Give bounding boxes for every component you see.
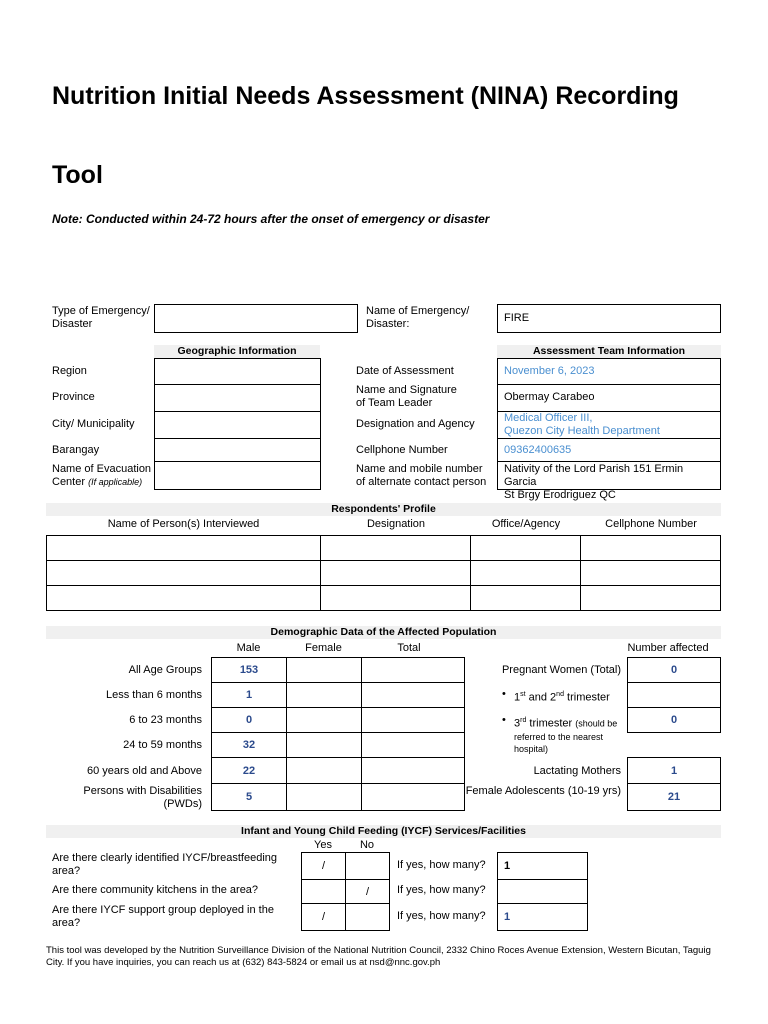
third-trimester-value[interactable]: 0 (627, 707, 721, 733)
row-label-24-59m: 24 to 59 months (123, 739, 202, 751)
evacuation-center-label: Name of Evacuation Center (If applicable) (52, 463, 152, 488)
col-designation: Designation (366, 518, 426, 530)
col-female: Female (305, 642, 342, 654)
alternate-contact-field[interactable]: Nativity of the Lord Parish 151 Ermin Garcia St Brgy Erodriguez QC (497, 461, 721, 490)
iycf-breastfeeding-yes[interactable]: / (301, 852, 346, 880)
total-all-ages[interactable] (361, 657, 465, 683)
type-of-emergency-field[interactable] (154, 304, 358, 333)
city-field[interactable] (154, 411, 321, 439)
respondents-table (46, 535, 721, 611)
how-many-breastfeeding[interactable]: 1 (497, 852, 588, 880)
row-label-60-above: 60 years old and Above (87, 765, 202, 777)
male-pwd[interactable]: 5 (211, 783, 287, 811)
how-many-label-3: If yes, how many? (397, 910, 486, 922)
designation-label: Designation and Agency (356, 418, 475, 430)
name-of-emergency-label: Name of Emergency/ Disaster: (366, 305, 470, 330)
note: Note: Conducted within 24-72 hours after the onset of emergency or disaster (52, 212, 490, 226)
female-60-above[interactable] (286, 757, 362, 784)
type-of-emergency-label: Type of Emergency/ Disaster (52, 305, 150, 330)
team-leader-label: Name and Signature of Team Leader (356, 384, 457, 409)
female-6-23m[interactable] (286, 707, 362, 733)
barangay-field[interactable] (154, 438, 321, 462)
barangay-label: Barangay (52, 444, 100, 456)
iycf-question-breastfeeding-area: Are there clearly identified IYCF/breastfeeding area? (52, 852, 278, 877)
col-office-agency: Office/Agency (491, 518, 561, 530)
iycf-support-group-no[interactable] (345, 903, 390, 931)
total-24-59m[interactable] (361, 732, 465, 758)
how-many-support-group[interactable]: 1 (497, 903, 588, 931)
alternate-contact-label: Name and mobile number of alternate contact person (356, 463, 487, 488)
name-of-emergency-field[interactable]: FIRE (497, 304, 721, 333)
col-male: Male (236, 642, 261, 654)
geographic-info-header: Geographic Information (154, 345, 320, 358)
iycf-question-community-kitchens: Are there community kitchens in the area? (52, 884, 259, 896)
how-many-label-2: If yes, how many? (397, 884, 486, 896)
male-24-59m[interactable]: 32 (211, 732, 287, 758)
iycf-kitchens-yes[interactable] (301, 879, 346, 904)
lactating-mothers-label: Lactating Mothers (533, 765, 621, 777)
evacuation-center-field[interactable] (154, 461, 321, 490)
female-24-59m[interactable] (286, 732, 362, 758)
female-all-ages[interactable] (286, 657, 362, 683)
first-second-trimester-value[interactable] (627, 682, 721, 708)
iycf-kitchens-no[interactable]: / (345, 879, 390, 904)
male-6-23m[interactable]: 0 (211, 707, 287, 733)
row-label-6-23m: 6 to 23 months (129, 714, 202, 726)
how-many-label-1: If yes, how many? (397, 859, 486, 871)
female-adolescents-label: Female Adolescents (10-19 yrs) (465, 785, 621, 797)
date-field[interactable]: November 6, 2023 (497, 358, 721, 385)
how-many-kitchens[interactable] (497, 879, 588, 904)
province-field[interactable] (154, 384, 321, 412)
total-pwd[interactable] (361, 783, 465, 811)
total-6-23m[interactable] (361, 707, 465, 733)
col-yes: Yes (314, 839, 332, 851)
col-total: Total (397, 642, 421, 654)
lactating-mothers-value[interactable]: 1 (627, 757, 721, 784)
cellphone-field[interactable]: 09362400635 (497, 438, 721, 462)
cellphone-label: Cellphone Number (356, 444, 448, 456)
page-title: Nutrition Initial Needs Assessment (NINA) Recording (52, 82, 679, 110)
total-60-above[interactable] (361, 757, 465, 784)
city-label: City/ Municipality (52, 418, 135, 430)
page-title-continued: Tool (52, 161, 103, 189)
iycf-question-support-group: Are there IYCF support group deployed in the area? (52, 904, 274, 929)
region-field[interactable] (154, 358, 321, 385)
iycf-breastfeeding-no[interactable] (345, 852, 390, 880)
respondents-header: Respondents' Profile (46, 503, 721, 516)
row-label-all-ages: All Age Groups (128, 664, 202, 676)
assessment-team-header: Assessment Team Information (497, 345, 721, 358)
male-under-6m[interactable]: 1 (211, 682, 287, 708)
date-label: Date of Assessment (356, 365, 454, 377)
demographic-header: Demographic Data of the Affected Population (46, 626, 721, 639)
third-trimester-label: • 3rd trimester (should be referred to the nearest hospital) (514, 714, 626, 755)
region-label: Region (52, 365, 87, 377)
province-label: Province (52, 391, 95, 403)
pregnant-women-value[interactable]: 0 (627, 657, 721, 683)
iycf-header: Infant and Young Child Feeding (IYCF) Services/Facilities (46, 825, 721, 838)
female-pwd[interactable] (286, 783, 362, 811)
female-adolescents-value[interactable]: 21 (627, 783, 721, 811)
female-under-6m[interactable] (286, 682, 362, 708)
col-cellphone: Cellphone Number (605, 518, 697, 530)
male-60-above[interactable]: 22 (211, 757, 287, 784)
designation-field[interactable]: Medical Officer III, Quezon City Health Department (497, 411, 721, 439)
row-label-under-6m: Less than 6 months (105, 689, 202, 701)
first-second-trimester-label: • 1st and 2nd trimester (514, 688, 610, 705)
pregnant-women-label: Pregnant Women (Total) (501, 664, 621, 676)
col-number-affected: Number affected (627, 642, 709, 654)
row-label-pwd: Persons with Disabilities (PWDs) (83, 785, 202, 810)
footer-text: This tool was developed by the Nutrition Surveillance Division of the National Nutrition Council, 2332 Chino Roces Avenue Extension, Western Bicutan, Taguig City. If you have inquiries, you can reach us at (632) 843-5824 or email us at nsd@nnc.gov.ph (46, 945, 711, 968)
col-name-interviewed: Name of Person(s) Interviewed (107, 518, 260, 530)
col-no: No (359, 839, 375, 851)
iycf-support-group-yes[interactable]: / (301, 903, 346, 931)
male-all-ages[interactable]: 153 (211, 657, 287, 683)
total-under-6m[interactable] (361, 682, 465, 708)
team-leader-field[interactable]: Obermay Carabeo (497, 384, 721, 412)
